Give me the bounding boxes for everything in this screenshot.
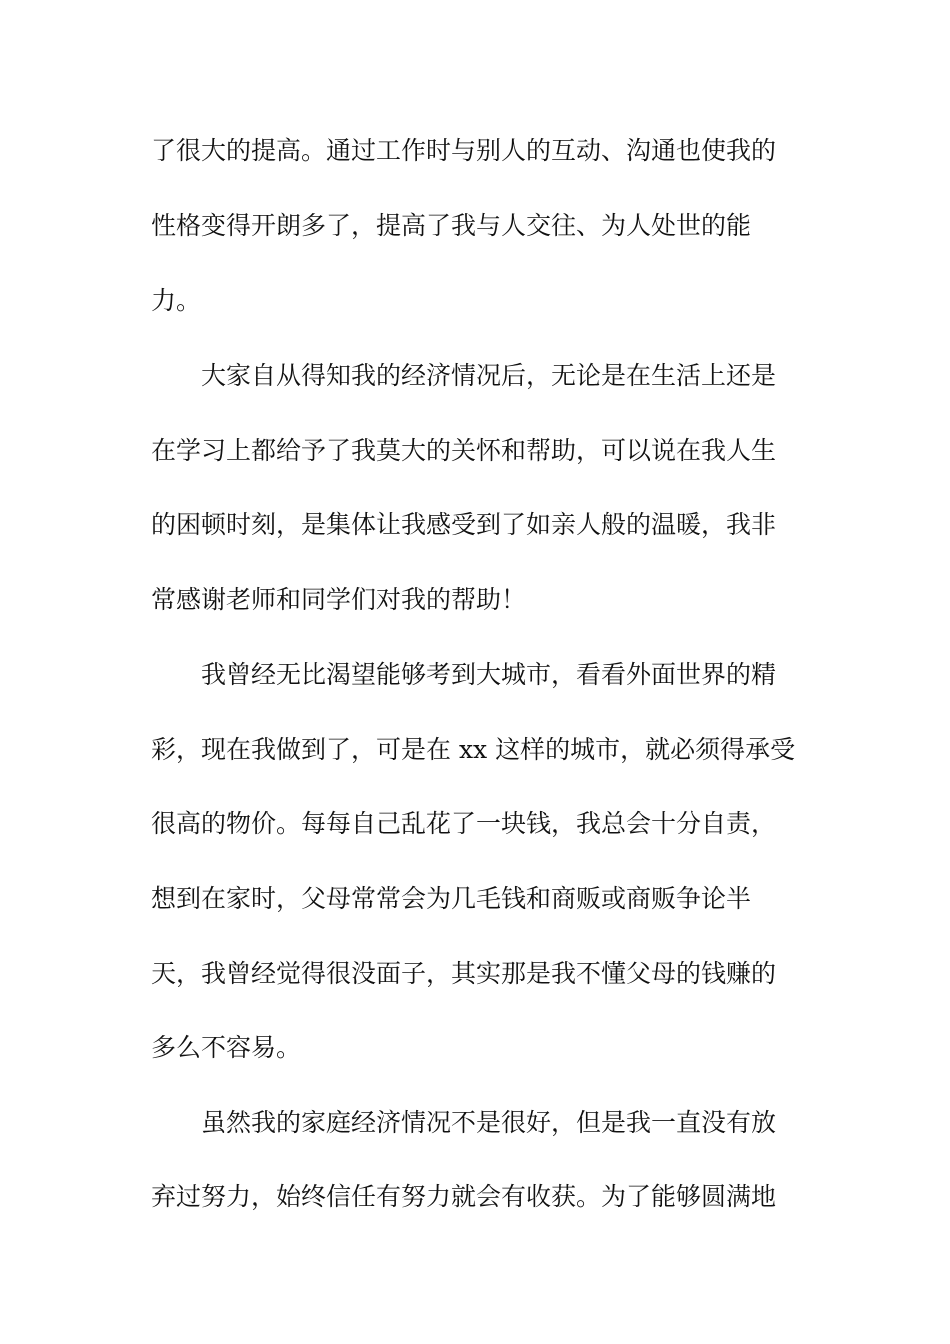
- text-line: 的困顿时刻，是集体让我感受到了如亲人般的温暖，我非: [151, 510, 777, 539]
- text-line: 想到在家时，父母常常会为几毛钱和商贩或商贩争论半: [151, 884, 752, 913]
- paragraph-first-line: 大家自从得知我的经济情况后，无论是在生活上还是: [201, 361, 777, 390]
- text-line: 了很大的提高。通过工作时与别人的互动、沟通也使我的: [151, 136, 777, 165]
- text-line: 彩，现在我做到了，可是在 xx 这样的城市，就必须得承受: [151, 735, 796, 764]
- text-line: 常感谢老师和同学们对我的帮助！: [151, 585, 527, 614]
- text-line: 天，我曾经觉得很没面子，其实那是我不懂父母的钱赚的: [151, 959, 777, 988]
- text-line: 性格变得开朗多了，提高了我与人交往、为人处世的能: [151, 211, 752, 240]
- paragraph-first-line: 虽然我的家庭经济情况不是很好，但是我一直没有放: [201, 1108, 777, 1137]
- text-line: 在学习上都给予了我莫大的关怀和帮助，可以说在我人生: [151, 436, 777, 465]
- text-line: 很高的物价。每每自己乱花了一块钱，我总会十分自责，: [151, 809, 777, 838]
- paragraph-first-line: 我曾经无比渴望能够考到大城市，看看外面世界的精: [201, 660, 777, 689]
- text-line: 力。: [151, 286, 202, 315]
- text-line: 多么不容易。: [151, 1033, 302, 1062]
- text-line: 弃过努力，始终信任有努力就会有收获。为了能够圆满地: [151, 1182, 777, 1211]
